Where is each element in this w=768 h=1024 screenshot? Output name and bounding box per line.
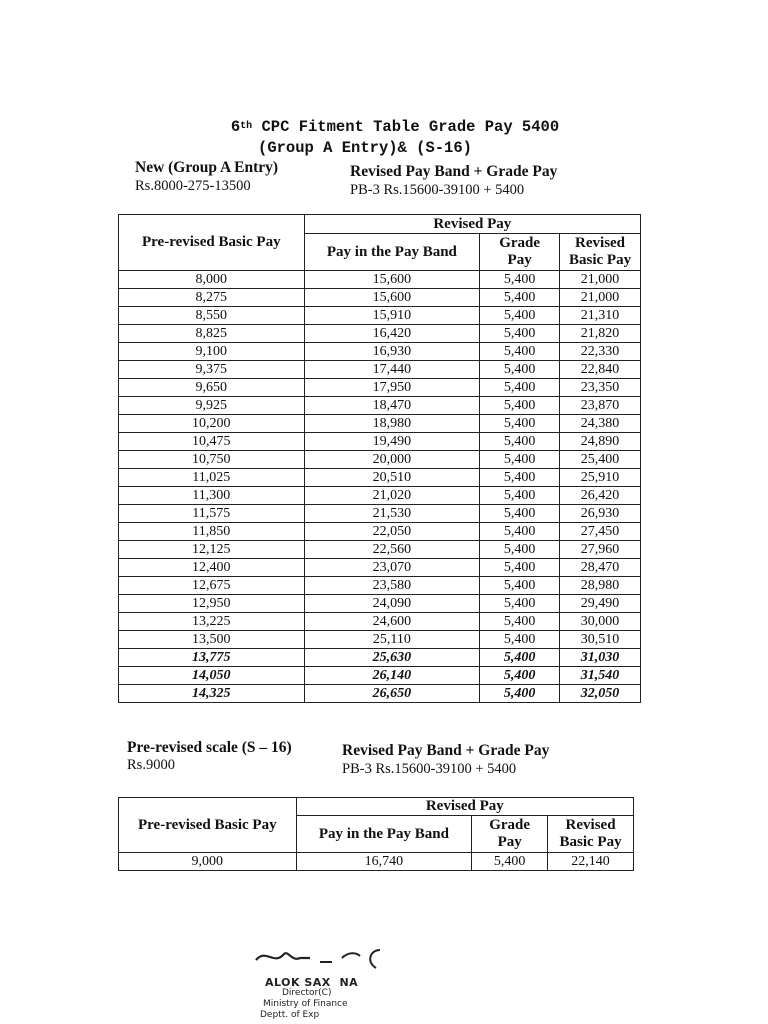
pay-band-cell: 25,630 bbox=[304, 649, 480, 667]
table-row bbox=[119, 559, 641, 577]
revised-basic-cell: 29,490 bbox=[560, 595, 641, 613]
table-row bbox=[119, 433, 641, 451]
grade-pay-cell: 5,400 bbox=[480, 685, 560, 703]
grade-pay-cell: 5,400 bbox=[480, 289, 560, 307]
grade-pay-cell: 5,400 bbox=[480, 487, 560, 505]
pay-band-cell: 24,600 bbox=[304, 613, 480, 631]
pre-revised-cell: 13,500 bbox=[119, 631, 305, 649]
revised-basic-cell: 32,050 bbox=[560, 685, 641, 703]
revised-basic-cell: 25,400 bbox=[560, 451, 641, 469]
table-row bbox=[119, 613, 641, 631]
pay-band-cell: 15,600 bbox=[304, 271, 480, 289]
revised-basic-cell: 26,930 bbox=[560, 505, 641, 523]
revised-basic-cell: 21,310 bbox=[560, 307, 641, 325]
section2-left-scale: Rs.9000 bbox=[127, 757, 175, 773]
t2-header-revised-basic-line1: Revised bbox=[565, 817, 616, 833]
table-row bbox=[119, 325, 641, 343]
table-row bbox=[119, 361, 641, 379]
grade-pay-cell: 5,400 bbox=[480, 307, 560, 325]
revised-basic-cell: 22,840 bbox=[560, 361, 641, 379]
grade-pay-cell: 5,400 bbox=[480, 523, 560, 541]
pay-band-cell: 20,510 bbox=[304, 469, 480, 487]
pay-band-cell: 22,560 bbox=[304, 541, 480, 559]
pre-revised-cell: 13,775 bbox=[119, 649, 305, 667]
pre-revised-cell: 9,650 bbox=[119, 379, 305, 397]
grade-pay-cell: 5,400 bbox=[480, 595, 560, 613]
header-revised-basic-line1: Revised bbox=[575, 235, 626, 251]
grade-pay-cell: 5,400 bbox=[480, 343, 560, 361]
pre-revised-cell: 10,475 bbox=[119, 433, 305, 451]
pre-revised-cell: 9,000 bbox=[119, 853, 297, 871]
t2-header-grade-line1: Grade bbox=[489, 817, 531, 833]
pay-band-cell: 19,490 bbox=[304, 433, 480, 451]
pre-revised-cell: 11,025 bbox=[119, 469, 305, 487]
stamp-line2: Director(C) bbox=[282, 988, 332, 998]
revised-basic-cell: 28,980 bbox=[560, 577, 641, 595]
revised-basic-cell: 21,820 bbox=[560, 325, 641, 343]
pay-band-cell: 21,530 bbox=[304, 505, 480, 523]
pre-revised-cell: 12,400 bbox=[119, 559, 305, 577]
table-row bbox=[119, 667, 641, 685]
pay-band-cell: 24,090 bbox=[304, 595, 480, 613]
header-revised-basic-line2: Basic Pay bbox=[568, 252, 632, 268]
pay-band-cell: 15,910 bbox=[304, 307, 480, 325]
table-row bbox=[119, 307, 641, 325]
header-revised-basic bbox=[560, 234, 641, 271]
table-row bbox=[119, 451, 641, 469]
revised-basic-cell: 24,380 bbox=[560, 415, 641, 433]
pre-revised-cell: 8,000 bbox=[119, 271, 305, 289]
revised-basic-cell: 21,000 bbox=[560, 271, 641, 289]
grade-pay-cell: 5,400 bbox=[480, 505, 560, 523]
table-row bbox=[119, 853, 634, 871]
stamp-line3: Ministry of Finance bbox=[263, 999, 348, 1009]
table-row bbox=[119, 487, 641, 505]
t2-header-pay-in-band: Pay in the Pay Band bbox=[296, 816, 472, 853]
grade-pay-cell: 5,400 bbox=[480, 541, 560, 559]
pre-revised-cell: 11,575 bbox=[119, 505, 305, 523]
revised-basic-cell: 31,540 bbox=[560, 667, 641, 685]
grade-pay-cell: 5,400 bbox=[480, 469, 560, 487]
table-row bbox=[119, 541, 641, 559]
table-row bbox=[119, 685, 641, 703]
pay-band-cell: 16,930 bbox=[304, 343, 480, 361]
grade-pay-cell: 5,400 bbox=[480, 433, 560, 451]
fitment-table-body bbox=[119, 271, 641, 703]
pre-revised-cell: 9,100 bbox=[119, 343, 305, 361]
pre-revised-cell: 13,225 bbox=[119, 613, 305, 631]
pre-revised-cell: 10,200 bbox=[119, 415, 305, 433]
pre-revised-cell: 14,325 bbox=[119, 685, 305, 703]
pre-revised-cell: 12,950 bbox=[119, 595, 305, 613]
pre-revised-cell: 8,825 bbox=[119, 325, 305, 343]
revised-basic-cell: 22,140 bbox=[548, 853, 634, 871]
pre-revised-cell: 9,925 bbox=[119, 397, 305, 415]
t2-header-revised-basic-line2: Basic Pay bbox=[559, 834, 622, 850]
section1-right-scale: PB-3 Rs.15600-39100 + 5400 bbox=[350, 182, 525, 198]
pre-revised-cell: 8,275 bbox=[119, 289, 305, 307]
grade-pay-cell: 5,400 bbox=[480, 325, 560, 343]
section2-right-label: Revised Pay Band + Grade Pay bbox=[342, 742, 550, 759]
grade-pay-cell: 5,400 bbox=[480, 397, 560, 415]
table-row bbox=[119, 289, 641, 307]
stamp-name-part2: NA bbox=[339, 976, 359, 989]
table-row bbox=[119, 415, 641, 433]
pay-band-cell: 26,650 bbox=[304, 685, 480, 703]
fitment-table-group-a bbox=[118, 214, 641, 703]
t2-header-grade-pay bbox=[472, 816, 548, 853]
header-grade-line2: Pay bbox=[507, 252, 532, 268]
grade-pay-cell: 5,400 bbox=[480, 271, 560, 289]
pay-band-cell: 22,050 bbox=[304, 523, 480, 541]
grade-pay-cell: 5,400 bbox=[480, 631, 560, 649]
pre-revised-cell: 11,850 bbox=[119, 523, 305, 541]
header-revised-pay: Revised Pay bbox=[304, 215, 640, 234]
grade-pay-cell: 5,400 bbox=[480, 451, 560, 469]
t2-header-revised-pay: Revised Pay bbox=[296, 798, 633, 816]
table-row bbox=[119, 469, 641, 487]
pay-band-cell: 16,740 bbox=[296, 853, 472, 871]
pay-band-cell: 23,070 bbox=[304, 559, 480, 577]
pre-revised-cell: 11,300 bbox=[119, 487, 305, 505]
pre-revised-cell: 8,550 bbox=[119, 307, 305, 325]
stamp-line4: Deptt. of Exp bbox=[260, 1010, 320, 1020]
revised-basic-cell: 23,350 bbox=[560, 379, 641, 397]
revised-basic-cell: 30,510 bbox=[560, 631, 641, 649]
pay-band-cell: 21,020 bbox=[304, 487, 480, 505]
grade-pay-cell: 5,400 bbox=[480, 361, 560, 379]
table-row bbox=[119, 523, 641, 541]
pay-band-cell: 20,000 bbox=[304, 451, 480, 469]
fitment-table-s16 bbox=[118, 797, 634, 871]
pay-band-cell: 15,600 bbox=[304, 289, 480, 307]
grade-pay-cell: 5,400 bbox=[472, 853, 548, 871]
table-row bbox=[119, 271, 641, 289]
section2-left-label: Pre-revised scale (S – 16) bbox=[127, 739, 292, 756]
revised-basic-cell: 28,470 bbox=[560, 559, 641, 577]
revised-basic-cell: 26,420 bbox=[560, 487, 641, 505]
grade-pay-cell: 5,400 bbox=[480, 667, 560, 685]
title-rest: CPC Fitment Table Grade Pay 5400 bbox=[252, 118, 560, 136]
pre-revised-cell: 14,050 bbox=[119, 667, 305, 685]
pre-revised-cell: 12,675 bbox=[119, 577, 305, 595]
revised-basic-cell: 23,870 bbox=[560, 397, 641, 415]
revised-basic-cell: 24,890 bbox=[560, 433, 641, 451]
pay-band-cell: 18,980 bbox=[304, 415, 480, 433]
grade-pay-cell: 5,400 bbox=[480, 613, 560, 631]
grade-pay-cell: 5,400 bbox=[480, 559, 560, 577]
revised-basic-cell: 27,960 bbox=[560, 541, 641, 559]
table-row bbox=[119, 577, 641, 595]
grade-pay-cell: 5,400 bbox=[480, 649, 560, 667]
grade-pay-cell: 5,400 bbox=[480, 379, 560, 397]
header-grade-pay bbox=[480, 234, 560, 271]
revised-basic-cell: 22,330 bbox=[560, 343, 641, 361]
title-superscript: th bbox=[240, 121, 253, 132]
pay-band-cell: 17,950 bbox=[304, 379, 480, 397]
section1-left-label: New (Group A Entry) bbox=[135, 159, 279, 176]
page-title bbox=[0, 118, 768, 136]
header-pre-revised: Pre-revised Basic Pay bbox=[119, 215, 305, 271]
page-subtitle: (Group A Entry)& (S-16) bbox=[258, 139, 472, 157]
pre-revised-cell: 9,375 bbox=[119, 361, 305, 379]
table-row bbox=[119, 343, 641, 361]
pre-revised-cell: 10,750 bbox=[119, 451, 305, 469]
fitment-table-s16-body bbox=[119, 853, 634, 871]
header-pay-in-band: Pay in the Pay Band bbox=[304, 234, 480, 271]
table-row bbox=[119, 379, 641, 397]
title-prefix: 6 bbox=[230, 118, 241, 136]
pay-band-cell: 23,580 bbox=[304, 577, 480, 595]
revised-basic-cell: 25,910 bbox=[560, 469, 641, 487]
table-row bbox=[119, 631, 641, 649]
pay-band-cell: 25,110 bbox=[304, 631, 480, 649]
section1-left-scale: Rs.8000-275-13500 bbox=[135, 178, 251, 194]
revised-basic-cell: 31,030 bbox=[560, 649, 641, 667]
table-row bbox=[119, 505, 641, 523]
signature-mark bbox=[252, 940, 392, 976]
pay-band-cell: 16,420 bbox=[304, 325, 480, 343]
t2-header-revised-basic bbox=[548, 816, 634, 853]
grade-pay-cell: 5,400 bbox=[480, 415, 560, 433]
revised-basic-cell: 21,000 bbox=[560, 289, 641, 307]
header-grade-line1: Grade bbox=[499, 235, 541, 251]
table-row bbox=[119, 649, 641, 667]
section2-right-scale: PB-3 Rs.15600-39100 + 5400 bbox=[342, 761, 517, 777]
pay-band-cell: 26,140 bbox=[304, 667, 480, 685]
revised-basic-cell: 30,000 bbox=[560, 613, 641, 631]
table-row bbox=[119, 595, 641, 613]
section1-right-label: Revised Pay Band + Grade Pay bbox=[350, 163, 558, 180]
pre-revised-cell: 12,125 bbox=[119, 541, 305, 559]
table-row bbox=[119, 397, 641, 415]
stamp-name-part1: ALOK SAX bbox=[265, 976, 331, 989]
pay-band-cell: 18,470 bbox=[304, 397, 480, 415]
pay-band-cell: 17,440 bbox=[304, 361, 480, 379]
revised-basic-cell: 27,450 bbox=[560, 523, 641, 541]
grade-pay-cell: 5,400 bbox=[480, 577, 560, 595]
t2-header-grade-line2: Pay bbox=[497, 834, 522, 850]
t2-header-pre-revised: Pre-revised Basic Pay bbox=[119, 798, 297, 853]
